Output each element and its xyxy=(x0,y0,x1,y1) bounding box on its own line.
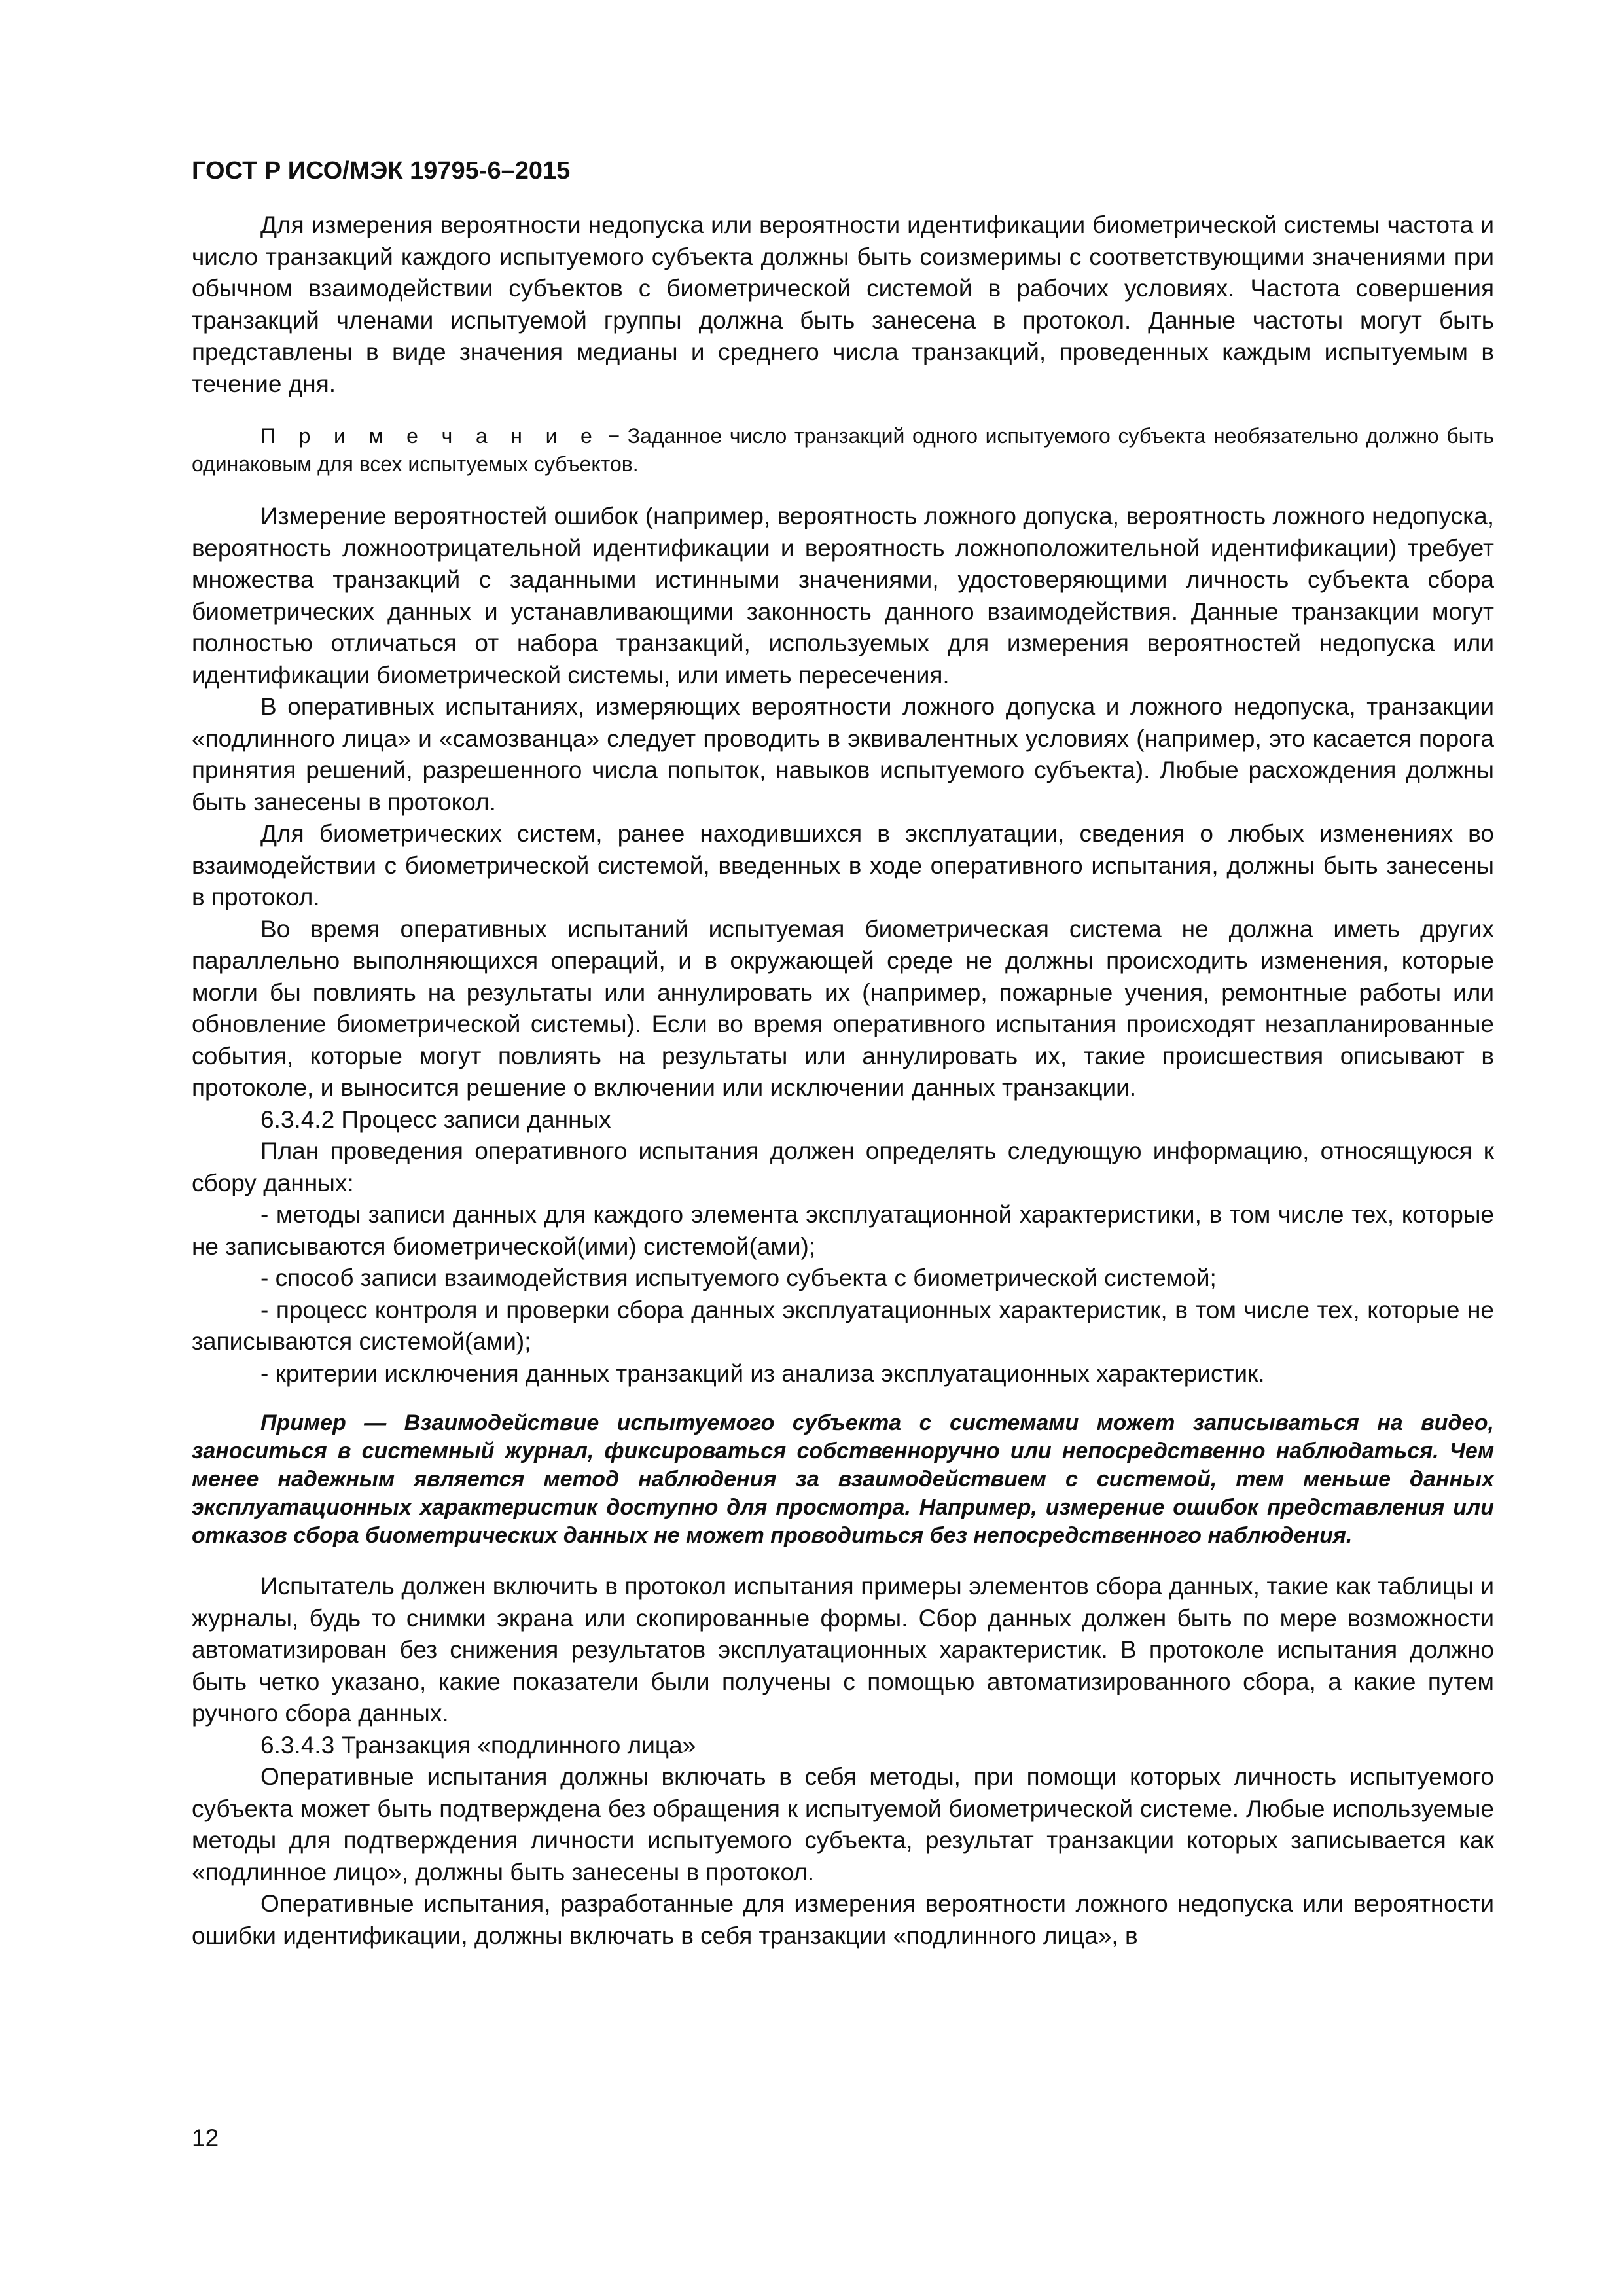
paragraph: Для измерения вероятности недопуска или вероятности идентификации биометрической системы частота и число транзакций каждого испытуемого субъекта должны быть соизмеримы с соответствующими значениями при обычном взаимодействии субъектов с биометрической системой в рабочих условиях. Частота совершения транзакций членами испытуемой группы должна быть занесена в протокол. Данные частоты могут быть представлены в виде значения медианы и среднего числа транзакций, проведенных каждым испытуемым в течение дня. xyxy=(192,211,1494,397)
note-label: П р и м е ч а н и е xyxy=(260,424,600,448)
example-paragraph: Пример — Взаимодействие испытуемого субъекта с системами может записываться на видео, заноситься в системный журнал, фиксироваться собственноручно или непосредственно наблюдаться. Чем менее надежным является метод наблюдения за взаимодействием с системой, тем меньше данных эксплуатационных характеристик доступно для просмотра. Например, измерение ошибок представления или отказов сбора биометрических данных не может проводиться без непосредственного наблюдения. xyxy=(192,1410,1494,1548)
list-item: - способ записи взаимодействия испытуемого субъекта с биометрической системой; xyxy=(260,1265,1217,1291)
list-item: - процесс контроля и проверки сбора данных эксплуатационных характеристик, в том числе тех, которые не записываются системой(ами); xyxy=(192,1296,1494,1355)
paragraph: План проведения оперативного испытания должен определять следующую информацию, относящуюся к сбору данных: xyxy=(192,1138,1494,1196)
paragraph: Измерение вероятностей ошибок (например, вероятность ложного допуска, вероятность ложного недопуска, вероятность ложноотрицательной идентификации и вероятность ложноположительной идентификации) требует множества транзакций с заданными истинными значениями, удостоверяющими личность субъекта сбора биометрических данных и устанавливающими законность данного взаимодействия. Данные транзакции могут полностью отличаться от набора транзакций, используемых для измерения вероятностей недопуска или идентификации биометрической системы, или иметь пересечения. xyxy=(192,503,1494,689)
list-item: - критерии исключения данных транзакций из анализа эксплуатационных характеристик. xyxy=(260,1359,1265,1387)
paragraph: Испытатель должен включить в протокол испытания примеры элементов сбора данных, такие как таблицы и журналы, будь то снимки экрана или скопированные формы. Сбор данных должен быть по мере возможности автоматизирован без снижения результатов эксплуатационных характеристик. В протоколе испытания должно быть четко указано, какие показатели были получены с помощью автоматизированного сбора, а какие путем ручного сбора данных. xyxy=(192,1573,1494,1727)
note-paragraph xyxy=(192,422,1494,478)
section-heading: 6.3.4.3 Транзакция «подлинного лица» xyxy=(260,1731,696,1759)
document-code-header: ГОСТ Р ИСО/МЭК 19795-6–2015 xyxy=(192,157,571,185)
paragraph: Во время оперативных испытаний испытуемая биометрическая система не должна иметь других параллельно выполняющихся операций, и в окружающей среде не должны происходить изменения, которые могли бы повлиять на результаты или аннулировать их (например, пожарные учения, ремонтные работы или обновление биометрической системы). Если во время оперативного испытания происходят незапланированные события, которые могут повлиять на результаты или аннулировать их, такие происшествия описывают в протоколе, и выносится решение о включении или исключении данных транзакции. xyxy=(192,915,1494,1101)
paragraph: В оперативных испытаниях, измеряющих вероятности ложного допуска и ложного недопуска, транзакции «подлинного лица» и «самозванца» следует проводить в эквивалентных условиях (например, это касается порога принятия решений, разрешенного числа попыток, навыков испытуемого субъекта). Любые расхождения должны быть занесены в протокол. xyxy=(192,693,1494,816)
paragraph: Оперативные испытания, разработанные для измерения вероятности ложного недопуска или вероятности ошибки идентификации, должны включать в себя транзакции «подлинного лица», в xyxy=(192,1890,1494,1949)
section-heading: 6.3.4.2 Процесс записи данных xyxy=(260,1105,611,1133)
page-number: 12 xyxy=(192,2125,219,2151)
note-text: − Заданное число транзакций одного испытуемого субъекта необязательно должно быть одинаковым для всех испытуемых субъектов. xyxy=(192,424,1495,476)
document-body xyxy=(192,209,1494,1952)
list-item: - методы записи данных для каждого элемента эксплуатационной характеристики, в том числе тех, которые не записываются биометрической(ими) системой(ами); xyxy=(192,1201,1494,1260)
paragraph: Для биометрических систем, ранее находившихся в эксплуатации, сведения о любых изменениях во взаимодействии с биометрической системой, введенных в ходе оперативного испытания, должны быть занесены в протокол. xyxy=(192,820,1494,910)
paragraph: Оперативные испытания должны включать в себя методы, при помощи которых личность испытуемого субъекта может быть подтверждена без обращения к испытуемой биометрической системе. Любые используемые методы для подтверждения личности испытуемого субъекта, результат транзакции которых записывается как «подлинное лицо», должны быть занесены в протокол. xyxy=(192,1763,1494,1886)
